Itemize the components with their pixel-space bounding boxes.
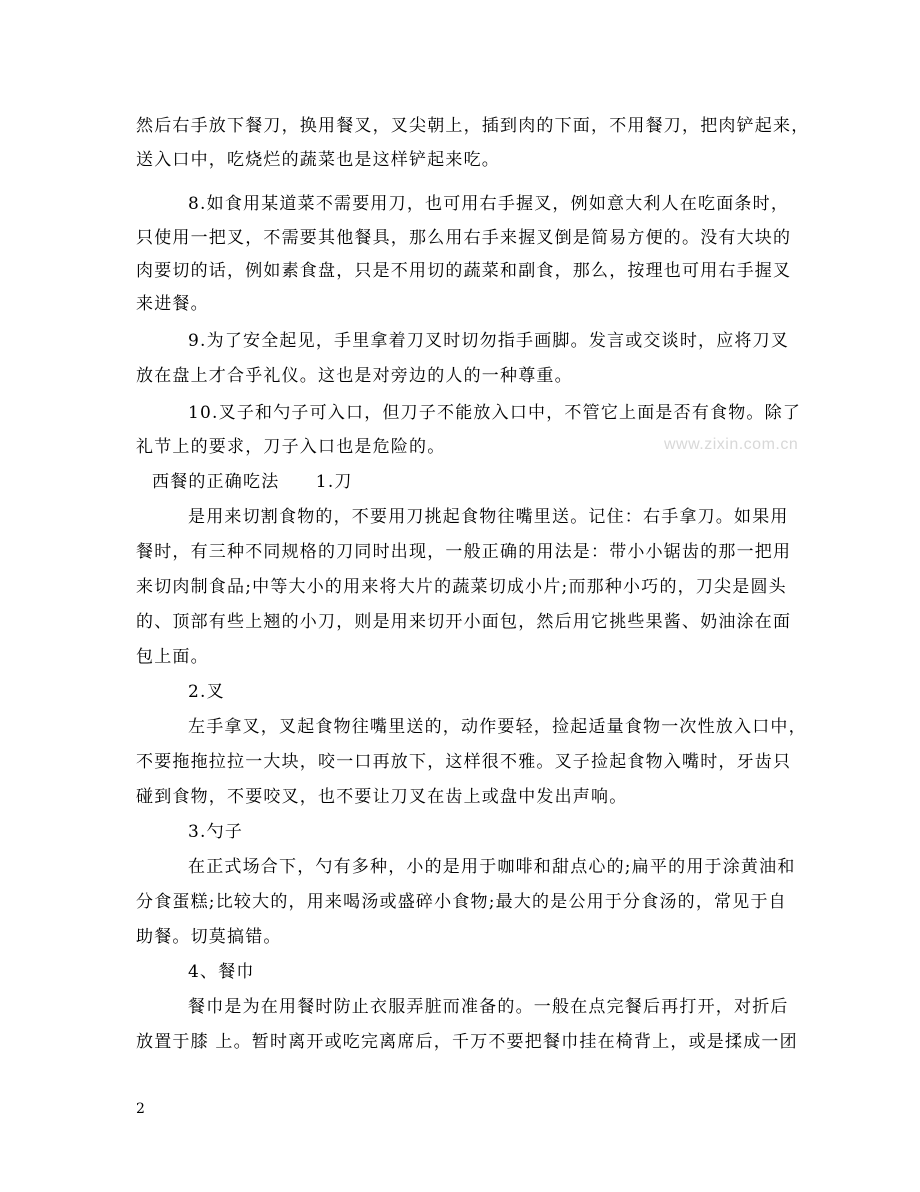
section-heading: 西餐的正确吃法 1.刀 [152,472,353,492]
paragraph-line: 是用来切割食物的，不要用刀挑起食物往嘴里送。记住：右手拿刀。如果用 [188,507,789,527]
paragraph-line: 放在盘上才合乎礼仪。这也是对旁边的人的一种尊重。 [136,366,573,386]
paragraph-line: 的、顶部有些上翘的小刀，则是用来切开小面包，然后用它挑些果酱、奶油涂在面 [136,612,792,632]
paragraph-line: 分食蛋糕;比较大的，用来喝汤或盛碎小食物;最大的是公用于分食汤的，常见于自 [136,892,787,912]
watermark-text: www.zixin.com.cn [664,436,799,453]
paragraph-line: 然后右手放下餐刀，换用餐叉，叉尖朝上，插到肉的下面，不用餐刀，把肉铲起来， [136,116,810,136]
section-heading: 2.叉 [188,682,225,702]
paragraph-line: 来切肉制食品;中等大小的用来将大片的蔬菜切成小片;而那种小巧的，刀尖是圆头 [136,577,787,597]
paragraph-line: 左手拿叉，叉起食物往嘴里送的，动作要轻，捡起适量食物一次性放入口中， [188,717,807,737]
paragraph-line: 肉要切的话，例如素食盘，只是不用切的蔬菜和副食，那么，按理也可用右手握叉 [136,261,792,281]
section-heading: 4、餐巾 [188,962,255,982]
section-heading: 3.勺子 [188,822,244,842]
paragraph-line: 包上面。 [136,647,209,667]
paragraph-line: 来进餐。 [136,294,209,314]
paragraph-line: 不要拖拖拉拉一大块，咬一口再放下，这样很不雅。叉子捡起食物入嘴时，牙齿只 [136,752,792,772]
paragraph-line: 只使用一把叉，不需要其他餐具，那么用右手来握叉倒是简易方便的。没有大块的 [136,228,792,248]
paragraph-line: 礼节上的要求，刀子入口也是危险的。 [136,437,446,457]
paragraph-line: 碰到食物，不要咬叉，也不要让刀叉在齿上或盘中发出声响。 [136,787,628,807]
paragraph-line: 餐时，有三种不同规格的刀同时出现，一般正确的用法是：带小小锯齿的那一把用 [136,542,792,562]
paragraph-line: 在正式场合下，勺有多种，小的是用于咖啡和甜点心的;扁平的用于涂黄油和 [188,857,796,877]
paragraph-line: 放置于膝 上。暂时离开或吃完离席后，千万不要把餐巾挂在椅背上，或是揉成一团 [136,1032,798,1052]
paragraph-line: 10.叉子和勺子可入口，但刀子不能放入口中，不管它上面是否有食物。除了 [188,403,802,423]
page-number: 2 [136,1101,145,1117]
paragraph-line: 餐巾是为在用餐时防止衣服弄脏而准备的。一般在点完餐后再打开，对折后 [188,997,789,1017]
paragraph-line: 助餐。切莫搞错。 [136,927,282,947]
paragraph-line: 送入口中，吃烧烂的蔬菜也是这样铲起来吃。 [136,150,500,170]
paragraph-line: 9.为了安全起见，手里拿着刀叉时切勿指手画脚。发言或交谈时，应将刀叉 [188,331,790,351]
paragraph-line: 8.如食用某道菜不需要用刀，也可用右手握叉，例如意大利人在吃面条时， [188,194,790,214]
